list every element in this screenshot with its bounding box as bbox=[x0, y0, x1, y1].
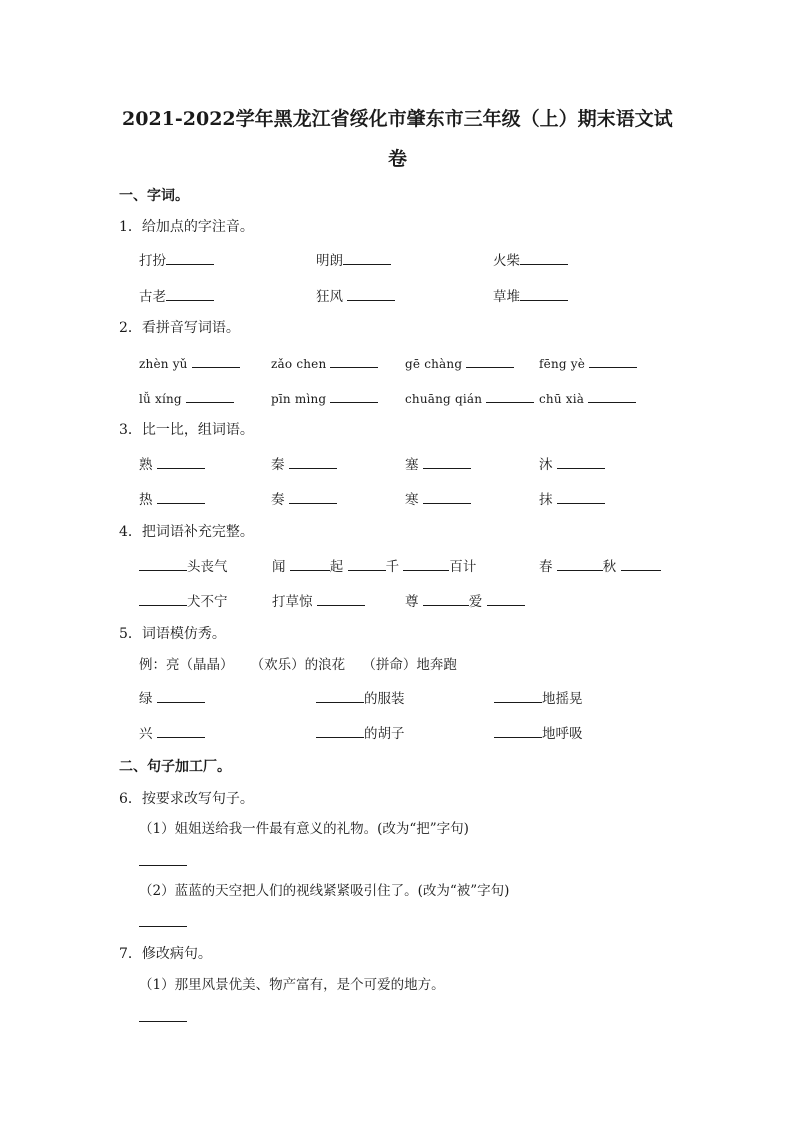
q1-item bbox=[316, 287, 395, 306]
answer-blank[interactable] bbox=[290, 557, 330, 571]
question-2-label: 2．看拼音写词语。 bbox=[119, 320, 240, 336]
q1-item bbox=[493, 287, 568, 306]
q5-item bbox=[494, 724, 583, 743]
pinyin-text: pīn mìng bbox=[271, 392, 327, 406]
answer-blank[interactable] bbox=[423, 455, 471, 469]
q4-item bbox=[272, 557, 476, 576]
q4-text: 头丧气 bbox=[187, 559, 228, 575]
answer-blank[interactable] bbox=[157, 689, 205, 703]
q3-item bbox=[405, 455, 471, 474]
q1-item bbox=[316, 251, 391, 270]
answer-blank[interactable] bbox=[139, 557, 187, 571]
q6-answer-line-2[interactable] bbox=[139, 913, 187, 932]
q3-char: 寒 bbox=[405, 492, 419, 508]
q4-item bbox=[139, 557, 228, 576]
q1-item bbox=[493, 251, 568, 270]
answer-blank[interactable] bbox=[403, 557, 449, 571]
answer-blank[interactable] bbox=[192, 354, 240, 368]
answer-blank[interactable] bbox=[139, 1008, 187, 1022]
answer-blank[interactable] bbox=[348, 557, 386, 571]
q2-item bbox=[271, 354, 378, 373]
q5-text: 兴 bbox=[139, 726, 153, 742]
q1-word: 明朗 bbox=[316, 253, 343, 269]
pinyin-text: zhèn yǔ bbox=[139, 357, 188, 371]
q3-char: 沐 bbox=[539, 457, 553, 473]
q4-text: 起 bbox=[329, 559, 344, 575]
q3-item bbox=[539, 490, 605, 509]
answer-blank[interactable] bbox=[166, 251, 214, 265]
q4-text: 打草惊 bbox=[272, 594, 313, 610]
answer-blank[interactable] bbox=[520, 251, 568, 265]
answer-blank[interactable] bbox=[316, 689, 364, 703]
answer-blank[interactable] bbox=[466, 354, 514, 368]
answer-blank[interactable] bbox=[557, 490, 605, 504]
answer-blank[interactable] bbox=[486, 389, 534, 403]
answer-blank[interactable] bbox=[186, 389, 234, 403]
q5-item bbox=[316, 689, 405, 708]
q2-item bbox=[405, 389, 534, 408]
q1-word: 打扮 bbox=[139, 253, 166, 269]
q4-item bbox=[405, 592, 525, 611]
q4-item bbox=[272, 592, 365, 611]
q5-item bbox=[316, 724, 405, 743]
answer-blank[interactable] bbox=[330, 354, 378, 368]
answer-blank[interactable] bbox=[317, 592, 365, 606]
answer-blank[interactable] bbox=[494, 689, 542, 703]
answer-blank[interactable] bbox=[423, 592, 469, 606]
question-7-label: 7．修改病句。 bbox=[119, 946, 212, 962]
q7-sub1: （1）那里风景优美、物产富有，是个可爱的地方。 bbox=[139, 977, 445, 993]
q4-text: 尊 bbox=[405, 594, 419, 610]
q3-item bbox=[405, 490, 471, 509]
answer-blank[interactable] bbox=[139, 592, 187, 606]
q3-char: 熟 bbox=[139, 457, 153, 473]
answer-blank[interactable] bbox=[494, 724, 542, 738]
q4-text: 爱 bbox=[468, 594, 483, 610]
answer-blank[interactable] bbox=[157, 724, 205, 738]
q3-char: 热 bbox=[139, 492, 153, 508]
q3-item bbox=[139, 490, 205, 509]
answer-blank[interactable] bbox=[289, 490, 337, 504]
q1-word: 古老 bbox=[139, 289, 166, 305]
question-5-label: 5．词语模仿秀。 bbox=[119, 626, 226, 642]
q2-item bbox=[139, 354, 240, 373]
section-heading-sentences: 二、句子加工厂。 bbox=[119, 759, 231, 775]
q4-text: 千 bbox=[385, 559, 400, 575]
answer-blank[interactable] bbox=[557, 557, 603, 571]
q1-item bbox=[139, 251, 214, 270]
q6-sub2: （2）蓝蓝的天空把人们的视线紧紧吸引住了。(改为“被”字句) bbox=[139, 883, 510, 899]
q1-word: 狂风 bbox=[316, 289, 343, 305]
q4-item bbox=[539, 557, 661, 576]
q5-text: 的胡子 bbox=[364, 726, 405, 742]
q5-item bbox=[139, 724, 205, 743]
q3-char: 秦 bbox=[271, 457, 285, 473]
question-4-label: 4．把词语补充完整。 bbox=[119, 524, 254, 540]
q3-item bbox=[539, 455, 605, 474]
answer-blank[interactable] bbox=[166, 287, 214, 301]
answer-blank[interactable] bbox=[139, 913, 187, 927]
pinyin-text: fēng yè bbox=[539, 357, 586, 371]
q4-item bbox=[139, 592, 228, 611]
q4-text: 秋 bbox=[602, 559, 617, 575]
q1-item bbox=[139, 287, 214, 306]
q1-word: 草堆 bbox=[493, 289, 520, 305]
q3-char: 奏 bbox=[271, 492, 285, 508]
question-6-label: 6．按要求改写句子。 bbox=[119, 791, 254, 807]
q5-example: 例：亮（晶晶） （欢乐）的浪花 （拼命）地奔跑 bbox=[139, 657, 457, 673]
q3-char: 塞 bbox=[405, 457, 419, 473]
q6-answer-line-1[interactable] bbox=[139, 852, 187, 871]
answer-blank[interactable] bbox=[157, 455, 205, 469]
q5-text: 地摇晃 bbox=[542, 691, 583, 707]
pinyin-text: chuāng qián bbox=[405, 392, 483, 406]
pinyin-text: zǎo chen bbox=[271, 357, 327, 371]
answer-blank[interactable] bbox=[347, 287, 395, 301]
section-heading-words: 一、字词。 bbox=[119, 188, 189, 204]
q2-item bbox=[271, 389, 378, 408]
answer-blank[interactable] bbox=[343, 251, 391, 265]
answer-blank[interactable] bbox=[289, 455, 337, 469]
q7-answer-line-1[interactable] bbox=[139, 1008, 187, 1027]
q5-item bbox=[139, 689, 205, 708]
q3-item bbox=[271, 490, 337, 509]
q3-item bbox=[139, 455, 205, 474]
q5-text: 的服装 bbox=[364, 691, 405, 707]
pinyin-text: lǚ xíng bbox=[139, 392, 182, 406]
answer-blank[interactable] bbox=[520, 287, 568, 301]
q4-text: 百计 bbox=[449, 559, 477, 575]
q2-item bbox=[539, 389, 636, 408]
q2-item bbox=[139, 389, 234, 408]
q2-item bbox=[539, 354, 637, 373]
answer-blank[interactable] bbox=[621, 557, 661, 571]
q4-text: 犬不宁 bbox=[187, 594, 228, 610]
answer-blank[interactable] bbox=[330, 389, 378, 403]
answer-blank[interactable] bbox=[588, 389, 636, 403]
q1-word: 火柴 bbox=[493, 253, 520, 269]
q4-text: 闻 bbox=[272, 559, 286, 575]
answer-blank[interactable] bbox=[316, 724, 364, 738]
pinyin-text: gē chàng bbox=[405, 357, 463, 371]
q3-item bbox=[271, 455, 337, 474]
q2-item bbox=[405, 354, 514, 373]
q5-text: 绿 bbox=[139, 691, 153, 707]
answer-blank[interactable] bbox=[139, 852, 187, 866]
q6-sub1: （1）姐姐送给我一件最有意义的礼物。(改为“把”字句) bbox=[139, 821, 469, 837]
q5-item bbox=[494, 689, 583, 708]
q5-text: 地呼吸 bbox=[542, 726, 583, 742]
page-title-line1: 2021-2022学年黑龙江省绥化市肇东市三年级（上）期末语文试 bbox=[122, 108, 673, 130]
answer-blank[interactable] bbox=[157, 490, 205, 504]
answer-blank[interactable] bbox=[557, 455, 605, 469]
page-title-line2: 卷 bbox=[388, 148, 408, 170]
q4-text: 春 bbox=[539, 559, 553, 575]
answer-blank[interactable] bbox=[423, 490, 471, 504]
answer-blank[interactable] bbox=[589, 354, 637, 368]
pinyin-text: chū xià bbox=[539, 392, 585, 406]
q3-char: 抹 bbox=[539, 492, 553, 508]
answer-blank[interactable] bbox=[487, 592, 525, 606]
question-1-label: 1．给加点的字注音。 bbox=[119, 219, 254, 235]
question-3-label: 3．比一比，组词语。 bbox=[119, 422, 254, 438]
